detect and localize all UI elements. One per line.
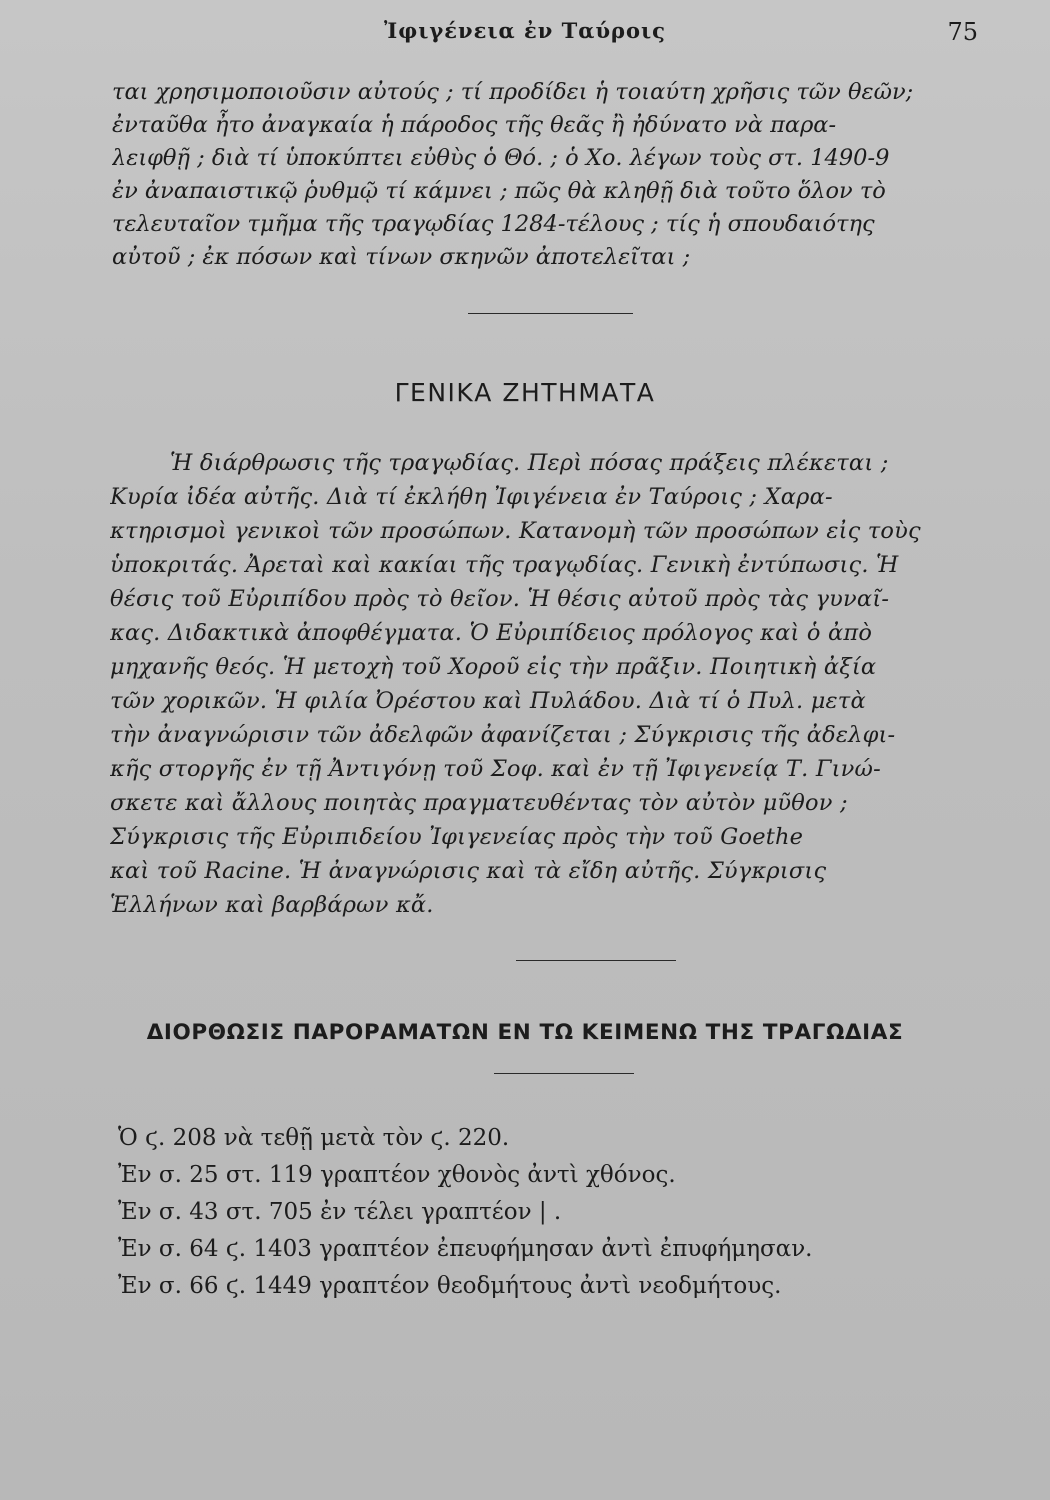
section-divider xyxy=(494,1073,634,1074)
text-line: κας. Διδακτικὰ ἀποφθέγματα. Ὁ Εὐριπίδειος πρόλογος καὶ ὁ ἀπὸ xyxy=(110,620,873,646)
text-line: Ἑλλήνων καὶ βαρβάρων κἄ. xyxy=(110,892,434,918)
errata-item: Ἐν σ. 64 ϛ. 1403 γραπτέον ἐπευφήμησαν ἀντὶ ἐπυφήμησαν. xyxy=(118,1236,813,1262)
text-line: τῶν χορικῶν. Ἡ φιλία Ὀρέστου καὶ Πυλάδου. Διὰ τί ὁ Πυλ. μετὰ xyxy=(110,688,866,714)
text-line: θέσις τοῦ Εὐριπίδου πρὸς τὸ θεῖον. Ἡ θέσις αὐτοῦ πρὸς τὰς γυναῖ- xyxy=(110,586,890,612)
errata-item: Ἐν σ. 25 στ. 119 γραπτέον χθονὸς ἀντὶ χθόνος. xyxy=(118,1162,676,1188)
errata-item: Ἐν σ. 66 ϛ. 1449 γραπτέον θεοδμήτους ἀντὶ νεοδμήτους. xyxy=(118,1273,782,1299)
text-line: καὶ τοῦ Racine. Ἡ ἀναγνώρισις καὶ τὰ εἴδη αὐτῆς. Σύγκρισις xyxy=(110,858,827,884)
questions-paragraph xyxy=(112,76,984,274)
text-line: λειφθῇ ; διὰ τί ὑποκύπτει εὐθὺς ὁ Θό. ; ὁ Χο. λέγων τοὺς στ. 1490-9 xyxy=(112,145,890,171)
text-line: τὴν ἀναγνώρισιν τῶν ἀδελφῶν ἀφανίζεται ; Σύγκρισις τῆς ἀδελφι- xyxy=(110,722,896,748)
running-title: Ἰφιγένεια ἐν Ταύροις xyxy=(384,18,666,43)
text-line: ται χρησιμοποιοῦσιν αὐτούς ; τί προδίδει ἡ τοιαύτη χρῆσις τῶν θεῶν; xyxy=(112,79,914,105)
text-line: ἐνταῦθα ἦτο ἀναγκαία ἡ πάροδος τῆς θεᾶς ἢ ἠδύνατο νὰ παρα- xyxy=(112,112,837,138)
errata-list xyxy=(118,1120,978,1305)
page-number: 75 xyxy=(947,18,978,46)
text-line: Ἡ διάρθρωσις τῆς τραγῳδίας. Περὶ πόσας πράξεις πλέκεται ; xyxy=(170,450,889,476)
text-line: κτηρισμοὶ γενικοὶ τῶν προσώπων. Κατανομὴ τῶν προσώπων εἰς τοὺς xyxy=(110,518,921,544)
section-divider xyxy=(468,313,633,314)
text-line: Κυρία ἰδέα αὐτῆς. Διὰ τί ἐκλήθη Ἰφιγένεια ἐν Ταύροις ; Χαρα- xyxy=(110,484,833,510)
errata-item: Ὁ ϛ. 208 νὰ τεθῇ μετὰ τὸν ϛ. 220. xyxy=(118,1125,510,1151)
errata-heading: ΔΙΟΡΘΩΣΙΣ ΠΑΡΟΡΑΜΑΤΩΝ ΕΝ ΤΩ ΚΕΙΜΕΝΩ ΤΗΣ ΤΡΑΓΩΔΙΑΣ xyxy=(146,1020,904,1045)
general-issues-heading: ΓΕΝΙΚΑ ΖΗΤΗΜΑΤΑ xyxy=(394,378,656,407)
text-line: μηχανῆς θεός. Ἡ μετοχὴ τοῦ Χοροῦ εἰς τὴν πρᾶξιν. Ποιητικὴ ἀξία xyxy=(110,654,877,680)
text-line: σκετε καὶ ἄλλους ποιητὰς πραγματευθέντας τὸν αὐτὸν μῦθον ; xyxy=(110,790,848,816)
text-line: ἐν ἀναπαιστικῷ ῥυθμῷ τί κάμνει ; πῶς θὰ κληθῇ διὰ τοῦτο ὅλον τὸ xyxy=(112,178,886,204)
section-divider xyxy=(516,960,676,961)
errata-item: Ἐν σ. 43 στ. 705 ἐν τέλει γραπτέον | . xyxy=(118,1199,562,1225)
text-line: κῆς στοργῆς ἐν τῇ Ἀντιγόνῃ τοῦ Σοφ. καὶ ἐν τῇ Ἰφιγενείᾳ Τ. Γινώ- xyxy=(110,756,881,782)
general-issues-paragraph xyxy=(110,446,990,922)
text-line: αὐτοῦ ; ἐκ πόσων καὶ τίνων σκηνῶν ἀποτελεῖται ; xyxy=(112,244,691,270)
running-head xyxy=(0,18,1050,48)
text-line: τελευταῖον τμῆμα τῆς τραγῳδίας 1284-τέλους ; τίς ἡ σπουδαιότης xyxy=(112,211,875,237)
text-line: ὑποκριτάς. Ἀρεταὶ καὶ κακίαι τῆς τραγῳδίας. Γενικὴ ἐντύπωσις. Ἡ xyxy=(110,552,899,578)
text-line: Σύγκρισις τῆς Εὐριπιδείου Ἰφιγενείας πρὸς τὴν τοῦ Goethe xyxy=(110,824,804,850)
